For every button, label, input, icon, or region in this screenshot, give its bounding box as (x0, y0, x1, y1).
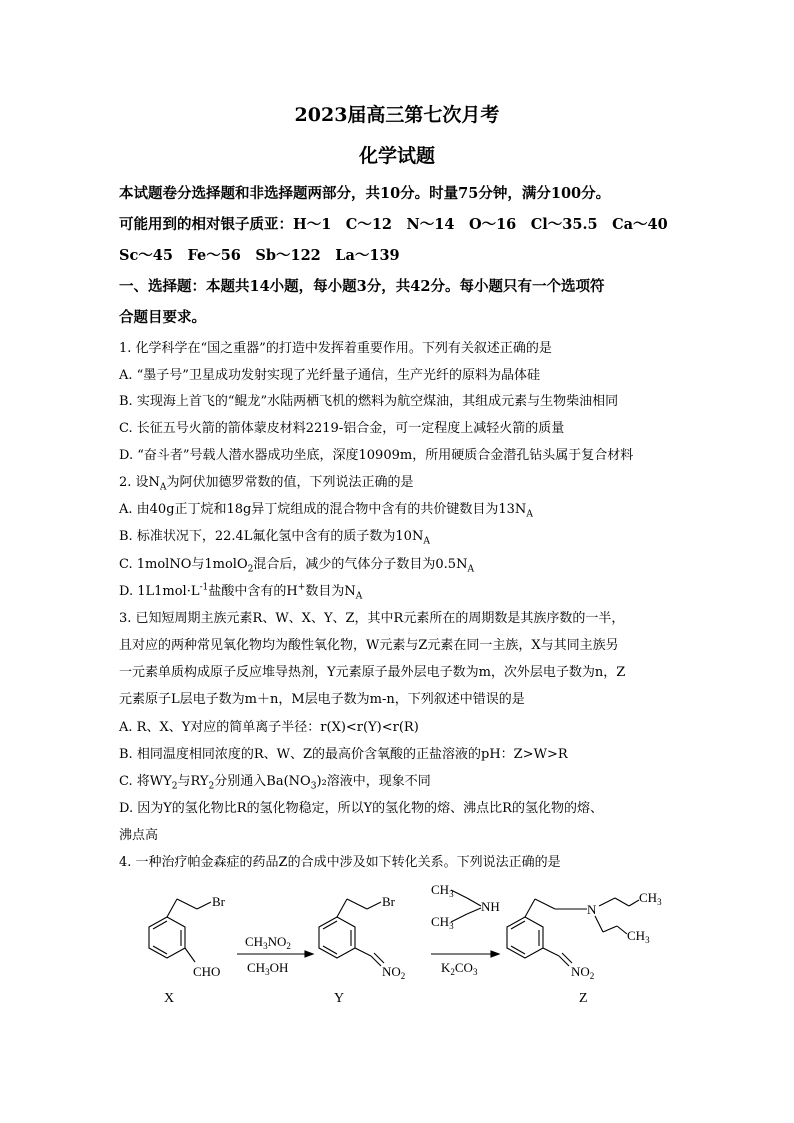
q3-stem-1: 3. 已知短周期主族元素R、W、X、Y、Z，其中R元素所在的周期数是其族序数的一半， (119, 611, 625, 626)
z-n-label: N (587, 902, 597, 917)
dipropylamine (451, 890, 481, 922)
q4-stem: 4. 一种治疗帕金森症的药品Z的合成中涉及如下转化关系。下列说法正确的是 (119, 855, 561, 870)
y-br-label: Br (382, 894, 395, 909)
reagent-1-top: $CH_3NO_2$ (245, 934, 291, 951)
amine-ch3-top: $CH_3$ (431, 882, 454, 899)
y-compound-label: Y (334, 991, 345, 1006)
q3-stem-2: 且对应的两种常见氧化物均为酸性氧化物，W元素与Z元素在同一主族，X与其同主族另 (119, 638, 619, 653)
z-benzene-ring (507, 898, 639, 966)
z-no2-label: $NO_2$ (571, 964, 595, 981)
x-compound-label: X (164, 991, 175, 1006)
x-benzene-ring (149, 899, 211, 962)
z-compound-label: Z (579, 991, 588, 1006)
z-ch3-top: $CH_3$ (639, 890, 662, 907)
x-cho-label: CHO (193, 964, 221, 979)
q2-option-d: D. $1L1mol\cdot L^{-1}$盐酸中含有的H+数目为$N_A$ (119, 582, 363, 602)
z-ch3-bottom: $CH_3$ (627, 928, 650, 945)
section-heading-2: 合题目要求。 (119, 309, 206, 326)
reagent-2-bottom: $K_2CO_3$ (441, 960, 478, 977)
y-benzene-ring (319, 899, 384, 966)
exam-title: 2023届高三第七次月考 (294, 104, 500, 126)
x-br-label: Br (212, 894, 225, 909)
q3-option-b: B. 相同温度相同浓度的R、W、Z的最高价含氧酸的正盐溶液的pH：Z>W>R (119, 747, 568, 762)
intro-line-2: 可能用到的相对银子质亚：H～1 C～12 N～14 O～16 Cl～35.5 Ca～40 (119, 216, 668, 233)
q1-stem: 1. 化学科学在“国之重器”的打造中发挥着重要作用。下列有关叙述正确的是 (119, 341, 552, 356)
q2-option-b: B. 标准状况下，22.4L氟化氢中含有的质子数为$10N_A$ (119, 529, 430, 547)
y-no2-label: $NO_2$ (382, 964, 406, 981)
q3-option-d-1: D. 因为Y的氢化物比R的氢化物稳定，所以Y的氢化物的熔、沸点比R的氢化物的熔、 (119, 801, 603, 816)
amine-nh: NH (481, 899, 500, 914)
exam-subtitle: 化学试题 (358, 145, 435, 167)
q2-option-a: A. 由40g正丁烷和18g异丁烷组成的混合物中含有的共价键数目为$13N_A$ (119, 502, 533, 520)
q1-option-d: D. “奋斗者”号载人潜水器成功坐底，深度10909m，所用硬质合金潜孔钻头属于复合材料 (119, 448, 634, 463)
q3-option-a: A. R、X、Y对应的简单离子半径：r(X)<r(Y)<r(R) (119, 720, 419, 735)
q1-option-b: B. 实现海上首飞的“鲲龙”水陆两栖飞机的燃料为航空煤油，其组成元素与生物柴油相同 (119, 394, 619, 409)
q1-option-c: C. 长征五号火箭的箭体蒙皮材料2219-铝合金，可一定程度上减轻火箭的质量 (119, 421, 565, 436)
reaction-scheme (119, 880, 689, 1010)
amine-ch3-bottom: $CH_3$ (431, 914, 454, 931)
q3-stem-4: 元素原子L层电子数为m＋n，M层电子数为m-n，下列叙述中错误的是 (119, 692, 525, 707)
q2-option-c: C. 1molNO与1molO$_2$混合后，减少的气体分子数目为$0.5N_A$ (119, 557, 475, 575)
q3-stem-3: 一元素单质构成原子反应堆导热剂，Y元素原子最外层电子数为m，次外层电子数为n，Z (119, 665, 626, 680)
q3-option-c: C. 将$WY_2$与$RY_2$分别通入$Ba(NO_3)_2$溶液中，现象不同 (119, 774, 431, 792)
intro-line-3: Sc～45 Fe～56 Sb～122 La～139 (119, 247, 400, 264)
section-heading-1: 一、选择题：本题共14小题，每小题3分，共42分。每小题只有一个选项符 (119, 278, 605, 295)
q2-stem: 2. 设$N_A$为阿伏加德罗常数的值，下列说法正确的是 (119, 475, 414, 493)
intro-line-1: 本试题卷分选择题和非选择题两部分，共10分。时量75分钟，满分100分。 (119, 185, 611, 202)
q3-option-d-2: 沸点高 (119, 828, 159, 843)
reagent-1-bottom: $CH_3OH$ (247, 960, 289, 977)
q1-option-a: A. “墨子号”卫星成功发射实现了光纤量子通信，生产光纤的原料为晶体硅 (119, 368, 540, 383)
